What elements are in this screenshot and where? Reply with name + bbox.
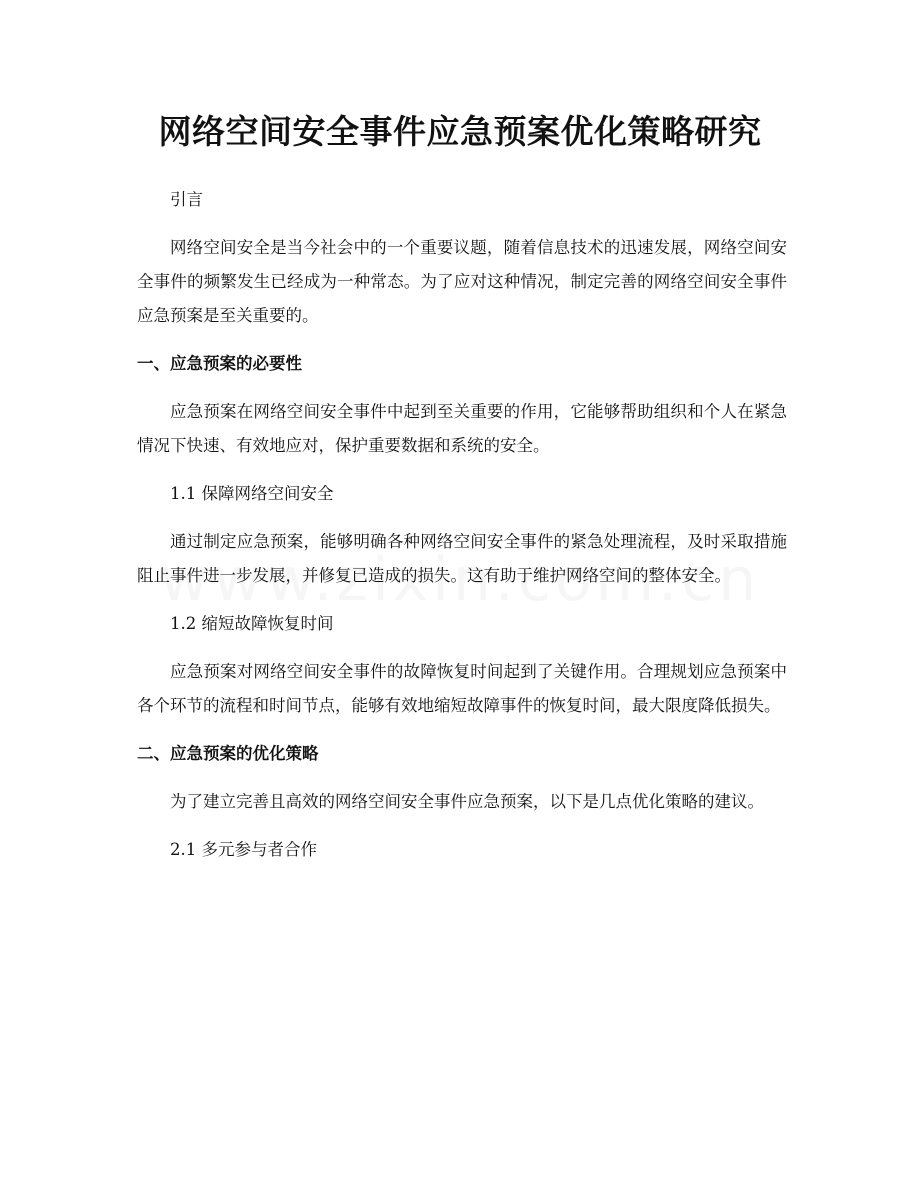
document-title: 网络空间安全事件应急预案优化策略研究	[158, 112, 762, 151]
document-body	[137, 183, 787, 867]
section1-sub1-heading: 1.1 保障网络空间安全	[170, 484, 334, 503]
section1-sub2-paragraph: 应急预案对网络空间安全事件的故障恢复时间起到了关键作用。合理规划应急预案中各个环节的流程和时间节点，能够有效地缩短故障事件的恢复时间，最大限度降低损失。	[137, 662, 787, 715]
section1-heading: 一、应急预案的必要性	[137, 354, 302, 373]
section1-paragraph: 应急预案在网络空间安全事件中起到至关重要的作用，它能够帮助组织和个人在紧急情况下快速、有效地应对，保护重要数据和系统的安全。	[137, 402, 787, 455]
section1-sub2-heading: 1.2 缩短故障恢复时间	[170, 614, 334, 633]
section2-sub1-heading: 2.1 多元参与者合作	[170, 840, 317, 859]
section1-sub1-paragraph: 通过制定应急预案，能够明确各种网络空间安全事件的紧急处理流程，及时采取措施阻止事件进一步发展，并修复已造成的损失。这有助于维护网络空间的整体安全。	[137, 532, 787, 585]
intro-paragraph: 网络空间安全是当今社会中的一个重要议题，随着信息技术的迅速发展，网络空间安全事件的频繁发生已经成为一种常态。为了应对这种情况，制定完善的网络空间安全事件应急预案是至关重要的。	[137, 238, 787, 325]
section2-paragraph: 为了建立完善且高效的网络空间安全事件应急预案，以下是几点优化策略的建议。	[170, 792, 764, 811]
intro-heading: 引言	[170, 190, 203, 209]
section2-heading: 二、应急预案的优化策略	[137, 744, 319, 763]
